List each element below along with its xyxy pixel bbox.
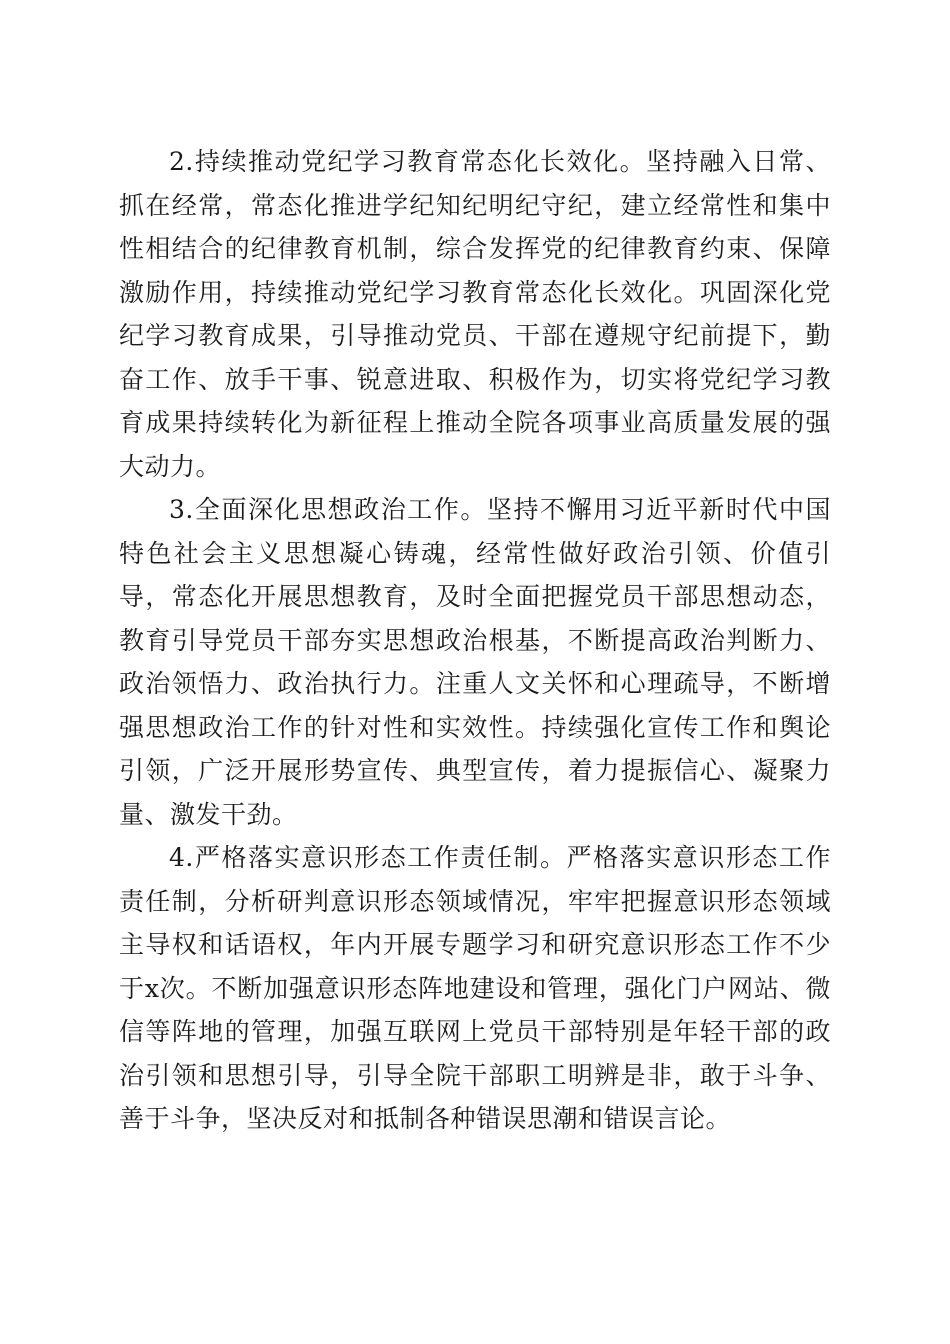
document-body bbox=[119, 140, 831, 1141]
paragraph-item-4: 4.严格落实意识形态工作责任制。严格落实意识形态工作责任制，分析研判意识形态领域情况，牢牢把握意识形态领域主导权和话语权，年内开展专题学习和研究意识形态工作不少于x次。不断加强意识形态阵地建设和管理，强化门户网站、微信等阵地的管理，加强互联网上党员干部特别是年轻干部的政治引领和思想引导，引导全院干部职工明辨是非，敢于斗争、善于斗争，坚决反对和抵制各种错误思潮和错误言论。 bbox=[119, 843, 831, 1133]
paragraph-item-3: 3.全面深化思想政治工作。坚持不懈用习近平新时代中国特色社会主义思想凝心铸魂，经常性做好政治引领、价值引导，常态化开展思想教育，及时全面把握党员干部思想动态，教育引导党员干部夯实思想政治根基，不断提高政治判断力、政治领悟力、政治执行力。注重人文关怀和心理疏导，不断增强思想政治工作的针对性和实效性。持续强化宣传工作和舆论引领，广泛开展形势宣传、典型宣传，着力提振信心、凝聚力量、激发干劲。 bbox=[119, 495, 831, 829]
paragraph-item-2: 2.持续推动党纪学习教育常态化长效化。坚持融入日常、抓在经常，常态化推进学纪知纪明纪守纪，建立经常性和集中性相结合的纪律教育机制，综合发挥党的纪律教育约束、保障激励作用，持续推动党纪学习教育常态化长效化。巩固深化党纪学习教育成果，引导推动党员、干部在遵规守纪前提下，勤奋工作、放手干事、锐意进取、积极作为，切实将党纪学习教育成果持续转化为新征程上推动全院各项事业高质量发展的强大动力。 bbox=[119, 147, 831, 481]
